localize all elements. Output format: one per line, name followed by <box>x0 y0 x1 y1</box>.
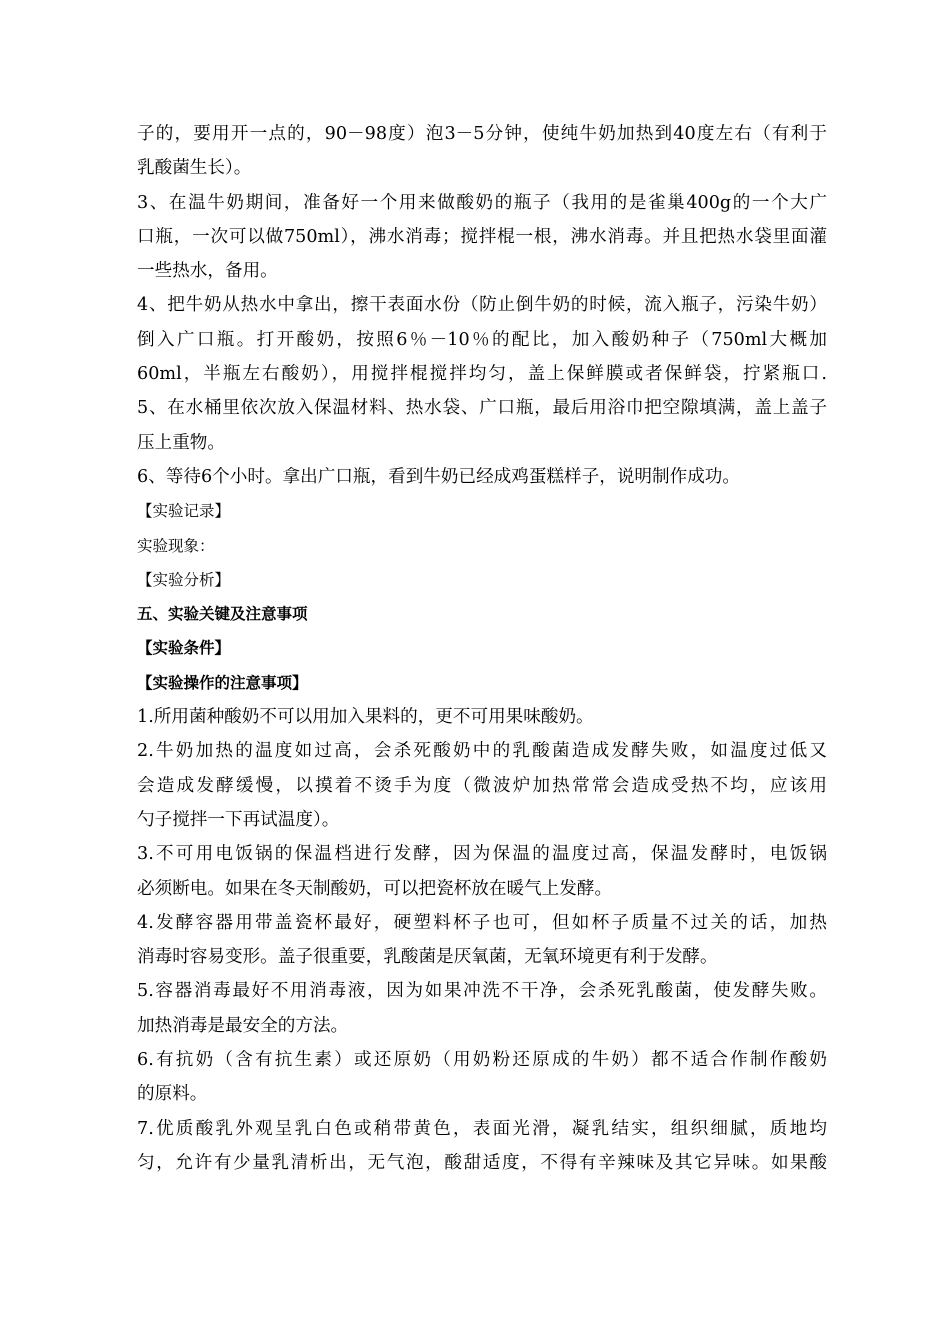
text-line: 子的，要用开一点的，90－98度）泡3－5分钟，使纯牛奶加热到40度左右（有利于 <box>137 124 827 144</box>
text-line: 勺子搅拌一下再试温度）。 <box>137 809 340 830</box>
text-line: 5、在水桶里依次放入保温材料、热水袋、广口瓶，最后用浴巾把空隙填满，盖上盖子 <box>137 398 827 419</box>
document-body <box>137 117 827 1180</box>
text-line: 倒入广口瓶。打开酸奶，按照6％－10％的配比，加入酸奶种子（750ml大概加 <box>137 329 827 350</box>
text-line: 的原料。 <box>137 1084 208 1105</box>
text-line: 匀，允许有少量乳清析出，无气泡，酸甜适度，不得有辛辣味及其它异味。如果酸 <box>137 1152 827 1173</box>
text-line: 消毒时容易变形。盖子很重要，乳酸菌是厌氧菌，无氧环境更有利于发酵。 <box>137 947 718 968</box>
section-heading: 【实验条件】 <box>137 638 231 658</box>
text-line: 【实验记录】 <box>137 502 231 521</box>
text-line: 7.优质酸乳外观呈乳白色或稍带黄色，表面光滑，凝乳结实，组织细腻，质地均 <box>137 1118 827 1139</box>
text-line: 压上重物。 <box>137 432 225 453</box>
text-line: 2.牛奶加热的温度如过高，会杀死酸奶中的乳酸菌造成发酵失败，如温度过低又 <box>137 741 827 762</box>
text-line: 【实验分析】 <box>137 570 231 589</box>
text-line: 乳酸菌生长）。 <box>137 158 252 179</box>
text-line: 6、等待6个小时。拿出广口瓶，看到牛奶已经成鸡蛋糕样子，说明制作成功。 <box>137 466 740 487</box>
text-line: 口瓶，一次可以做750ml），沸水消毒；搅拌棍一根，沸水消毒。并且把热水袋里面灌 <box>137 226 827 247</box>
text-line: 必须断电。如果在冬天制酸奶，可以把瓷杯放在暖气上发酵。 <box>137 878 613 899</box>
text-line: 一些热水，备用。 <box>137 261 278 282</box>
text-line: 3.不可用电饭锅的保温档进行发酵，因为保温的温度过高，保温发酵时，电饭锅 <box>137 844 827 865</box>
text-line: 6.有抗奶（含有抗生素）或还原奶（用奶粉还原成的牛奶）都不适合作制作酸奶 <box>137 1050 827 1071</box>
section-heading: 【实验操作的注意事项】 <box>137 672 308 692</box>
section-heading: 五、实验关键及注意事项 <box>137 604 308 624</box>
text-line: 会造成发酵缓慢，以摸着不烫手为度（微波炉加热常常会造成受热不均，应该用 <box>137 775 827 796</box>
text-line: 加热消毒是最安全的方法。 <box>137 1015 349 1036</box>
text-line: 5.容器消毒最好不用消毒液，因为如果冲洗不干净，会杀死乳酸菌，使发酵失败。 <box>137 981 827 1002</box>
text-line: 60ml，半瓶左右酸奶），用搅拌棍搅拌均匀，盖上保鲜膜或者保鲜袋，拧紧瓶口. <box>137 364 827 385</box>
text-line: 3、在温牛奶期间，准备好一个用来做酸奶的瓶子（我用的是雀巢400g的一个大广 <box>137 192 827 213</box>
text-line: 4、把牛奶从热水中拿出，擦干表面水份（防止倒牛奶的时候，流入瓶子，污染牛奶） <box>137 295 827 316</box>
text-line: 实验现象： <box>137 536 215 555</box>
text-line: 4.发酵容器用带盖瓷杯最好，硬塑料杯子也可，但如杯子质量不过关的话，加热 <box>137 912 827 933</box>
text-line: 1.所用菌种酸奶不可以用加入果料的，更不可用果味酸奶。 <box>137 707 594 728</box>
